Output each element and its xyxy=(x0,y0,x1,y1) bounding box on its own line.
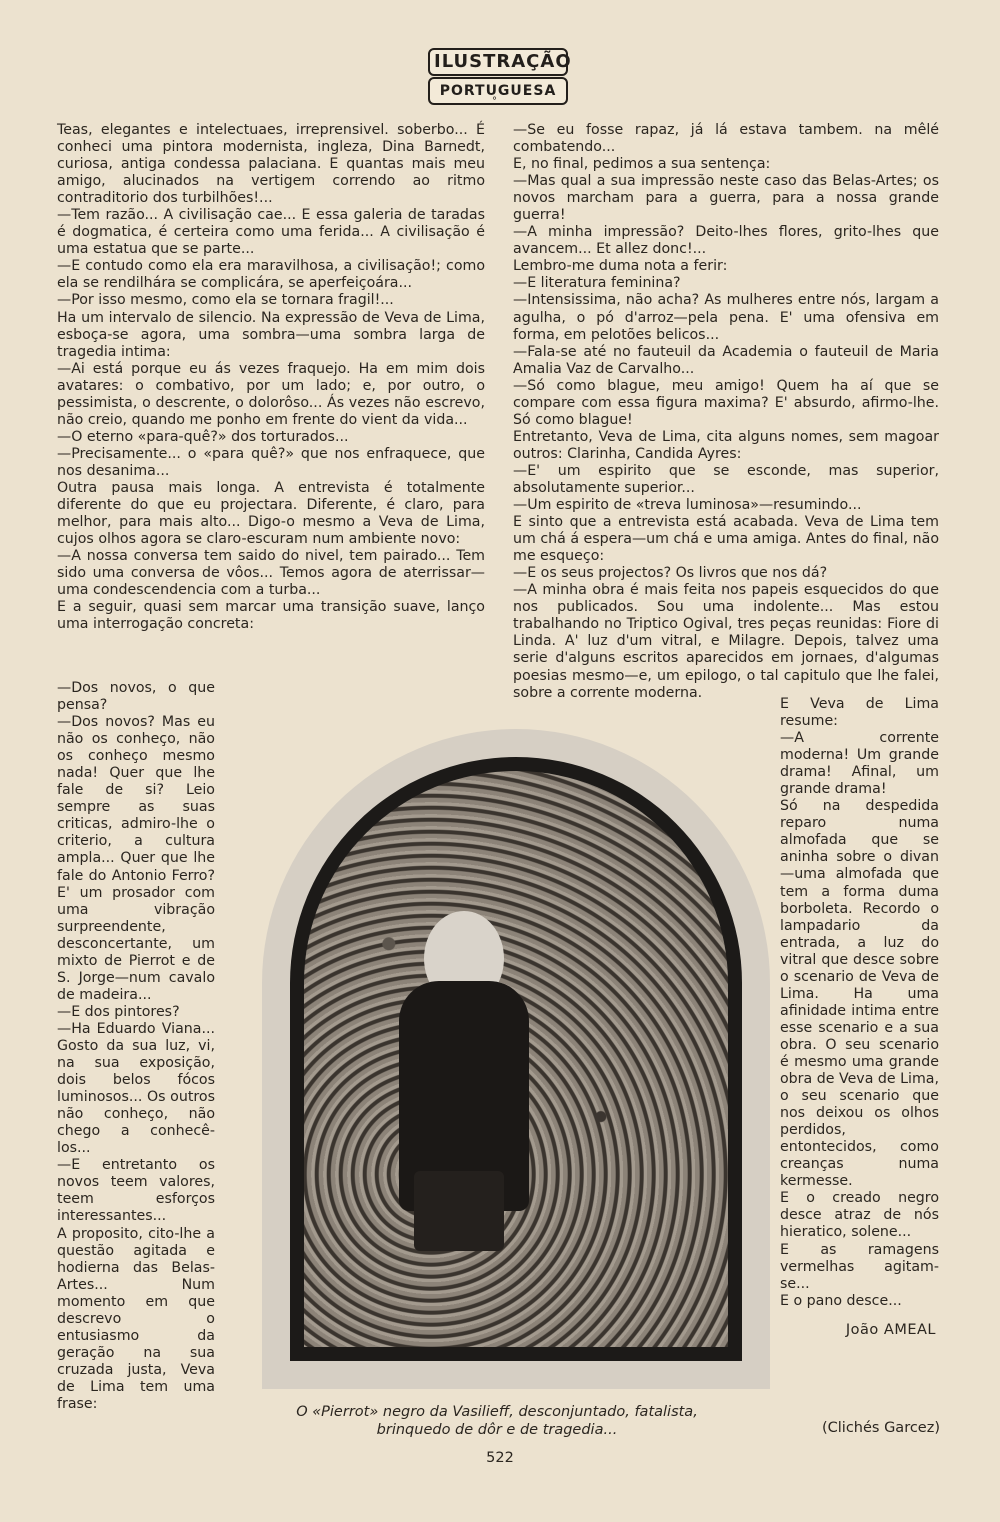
paragraph: —Ai está porque eu ás vezes fraquejo. Ha em mim dois avatares: o combativo, por um lado; e, por outro, o pessimista, o descrente, o dolorôso... Ás vezes não escrevo, não creio, quando me ponho em frente do vient da vida... xyxy=(57,360,485,428)
paragraph: —A corrente moderna! Um grande drama! Afinal, um grande drama! xyxy=(780,730,939,798)
paragraph: —E dos pintores? xyxy=(57,1003,180,1020)
paragraph: —Mas qual a sua impressão neste caso das Belas-Artes; os novos marcham para a guerra, para a nossa grande guerra! xyxy=(513,173,939,224)
paragraph: E Veva de Lima resume: xyxy=(780,696,939,730)
paragraph: —A minha obra é mais feita nos papeis esquecidos do que nos publicados. Sou uma indolente... Mas estou trabalhando no Triptico Ogival, tres peças reunidas: Fiore di Linda. A' luz d'um vitral, e Milagre. Depois, talvez uma serie d'alguns escritos aparecidos em jornaes, d'algumas poesias mesmo—e, um epilogo, o tal capitulo que lhe falei, sobre a corrente moderna. xyxy=(513,582,939,701)
paragraph: E o pano desce... xyxy=(780,1292,902,1309)
paragraph: E o creado negro desce atraz de nós hieratico, solene... xyxy=(780,1190,939,1241)
paragraph: —O eterno «para-quê?» dos torturados... xyxy=(57,428,349,445)
photo-caption: O «Pierrot» negro da Vasilieff, desconjuntado, fatalista, brinquedo de dôr e de tragedia... xyxy=(296,1404,698,1438)
photo-border xyxy=(290,757,742,1361)
paragraph: —Dos novos? Mas eu não os conheço, não os conheço mesmo nada! Quer que lhe fale de si? Leio sempre as suas criticas, admiro-lhe o criterio, a cultura ampla... Quer que lhe fale do Antonio Ferro? E' um prosador com uma vibração surpreendente, desconcertante, um mixto de Pierrot e de S. Jorge—num cavalo de madeira... xyxy=(57,714,215,1003)
paragraph: —E literatura feminina? xyxy=(513,275,681,292)
pierrot-photo xyxy=(304,771,728,1347)
paragraph: Lembro-me duma nota a ferir: xyxy=(513,258,728,275)
page-number: 522 xyxy=(486,1450,514,1466)
paragraph: A proposito, cito-lhe a questão agitada e hodierna das Belas-Artes... Num momento em que descrevo o entusiasmo da geração na sua cruzada justa, Veva de Lima tem uma frase: xyxy=(57,1225,215,1412)
paragraph: —Precisamente... o «para quê?» que nos enfraquece, que nos desanima... xyxy=(57,445,485,479)
left-column-top xyxy=(57,122,485,633)
paragraph: Ha um intervalo de silencio. Na expressão de Veva de Lima, esboça-se agora, uma sombra—uma sombra larga de tragedia intima: xyxy=(57,309,485,360)
paragraph: —E entretanto os novos teem valores, teem esforços interessantes... xyxy=(57,1157,215,1225)
paragraph: —Fala-se até no fauteuil da Academia o fauteuil de Maria Amalia Vaz de Carvalho... xyxy=(513,343,939,377)
paragraph: —Se eu fosse rapaz, já lá estava tambem. na mêlé combatendo... xyxy=(513,122,939,156)
paragraph: —Ha Eduardo Viana... Gosto da sua luz, vi, na sua exposição, dois belos fócos luminosos... Os outros não conheço, não chego a conhecê-los... xyxy=(57,1020,215,1157)
masthead-top: ILUSTRAÇÃO xyxy=(428,48,568,76)
masthead-ornament-icon: ° xyxy=(492,96,497,107)
paragraph: E as ramagens vermelhas agitam-se... xyxy=(780,1241,939,1292)
paragraph: —Tem razão... A civilisação cae... E essa galeria de taradas é dogmatica, é certeira como uma ferida... A civilisação é uma estatua que se parte... xyxy=(57,207,485,258)
paragraph: —Um espirito de «treva luminosa»—resumindo... xyxy=(513,497,862,514)
paragraph: —Só como blague, meu amigo! Quem ha aí que se compare com essa figura maxima? E' absurdo, afirmo-lhe. Só como blague! xyxy=(513,377,939,428)
masthead-bottom: PORTUGUESA xyxy=(428,77,568,105)
paragraph: E sinto que a entrevista está acabada. Veva de Lima tem um chá á espera—um chá e uma amiga. Antes do final, não me esqueço: xyxy=(513,514,939,565)
paragraph: —Dos novos, o que pensa? xyxy=(57,680,215,714)
paragraph: Entretanto, Veva de Lima, cita alguns nomes, sem magoar outros: Clarinha, Candida Ayres: xyxy=(513,428,939,462)
author-signature: João AMEAL xyxy=(845,1322,936,1338)
paragraph: Teas, elegantes e intelectuaes, irreprensivel. soberbo... É conheci uma pintora modernista, ingleza, Dina Barnedt, curiosa, antiga condessa palaciana. E quantas mais meu amigo, alucinados na vertigem correndo ao ritmo contraditorio dos turbilhões!... xyxy=(57,122,485,207)
left-column-narrow xyxy=(57,680,215,1413)
right-column-top xyxy=(513,122,939,702)
paragraph: —E os seus projectos? Os livros que nos dá? xyxy=(513,565,828,582)
paragraph: —Por isso mesmo, como ela se tornara fragil!... xyxy=(57,292,394,309)
photo-credit: (Clichés Garcez) xyxy=(821,1420,940,1436)
masthead-logo xyxy=(428,48,572,107)
paragraph: Outra pausa mais longa. A entrevista é totalmente diferente do que eu projectara. Diferente, é claro, para melhor, para mais alto... Digo-o mesmo a Veva de Lima, cujos olhos agora se claro-escuram num ambiente novo: xyxy=(57,479,485,548)
paragraph: —E' um espirito que se esconde, mas superior, absolutamente superior... xyxy=(513,462,939,496)
paragraph: —E contudo como ela era maravilhosa, a civilisação!; como ela se rendilhára se complicára, se aperfeiçoára... xyxy=(57,258,485,292)
paragraph: —A nossa conversa tem saido do nivel, tem pairado... Tem sido uma conversa de vôos... Temos agora de aterrissar—uma condescendencia com a turba... xyxy=(57,548,485,599)
pierrot-legs-shape xyxy=(414,1171,504,1251)
right-column-narrow xyxy=(780,696,939,1310)
paragraph: —Intensissima, não acha? As mulheres entre nós, largam a agulha, o pó d'arroz—pela pena. E' uma ofensiva em forma, em pelotões belicos... xyxy=(513,292,939,343)
photo-frame xyxy=(262,729,770,1389)
paragraph: Só na despedida reparo numa almofada que se aninha sobre o divan—uma almofada que tem a forma duma borboleta. Recordo o lampadario da entrada, a luz do vitral que desce sobre o scenario de Veva de Lima. Ha uma afinidade intima entre esse scenario e a sua obra. O seu scenario é mesmo uma grande obra de Veva de Lima, o seu scenario que nos deixou os olhos perdidos, entontecidos, como creanças numa kermesse. xyxy=(780,798,940,1190)
paragraph: E a seguir, quasi sem marcar uma transição suave, lanço uma interrogação concreta: xyxy=(57,599,485,633)
paragraph: —A minha impressão? Deito-lhes flores, grito-lhes que avancem... Et allez donc!... xyxy=(513,224,939,258)
paragraph: E, no final, pedimos a sua sentença: xyxy=(513,156,771,173)
